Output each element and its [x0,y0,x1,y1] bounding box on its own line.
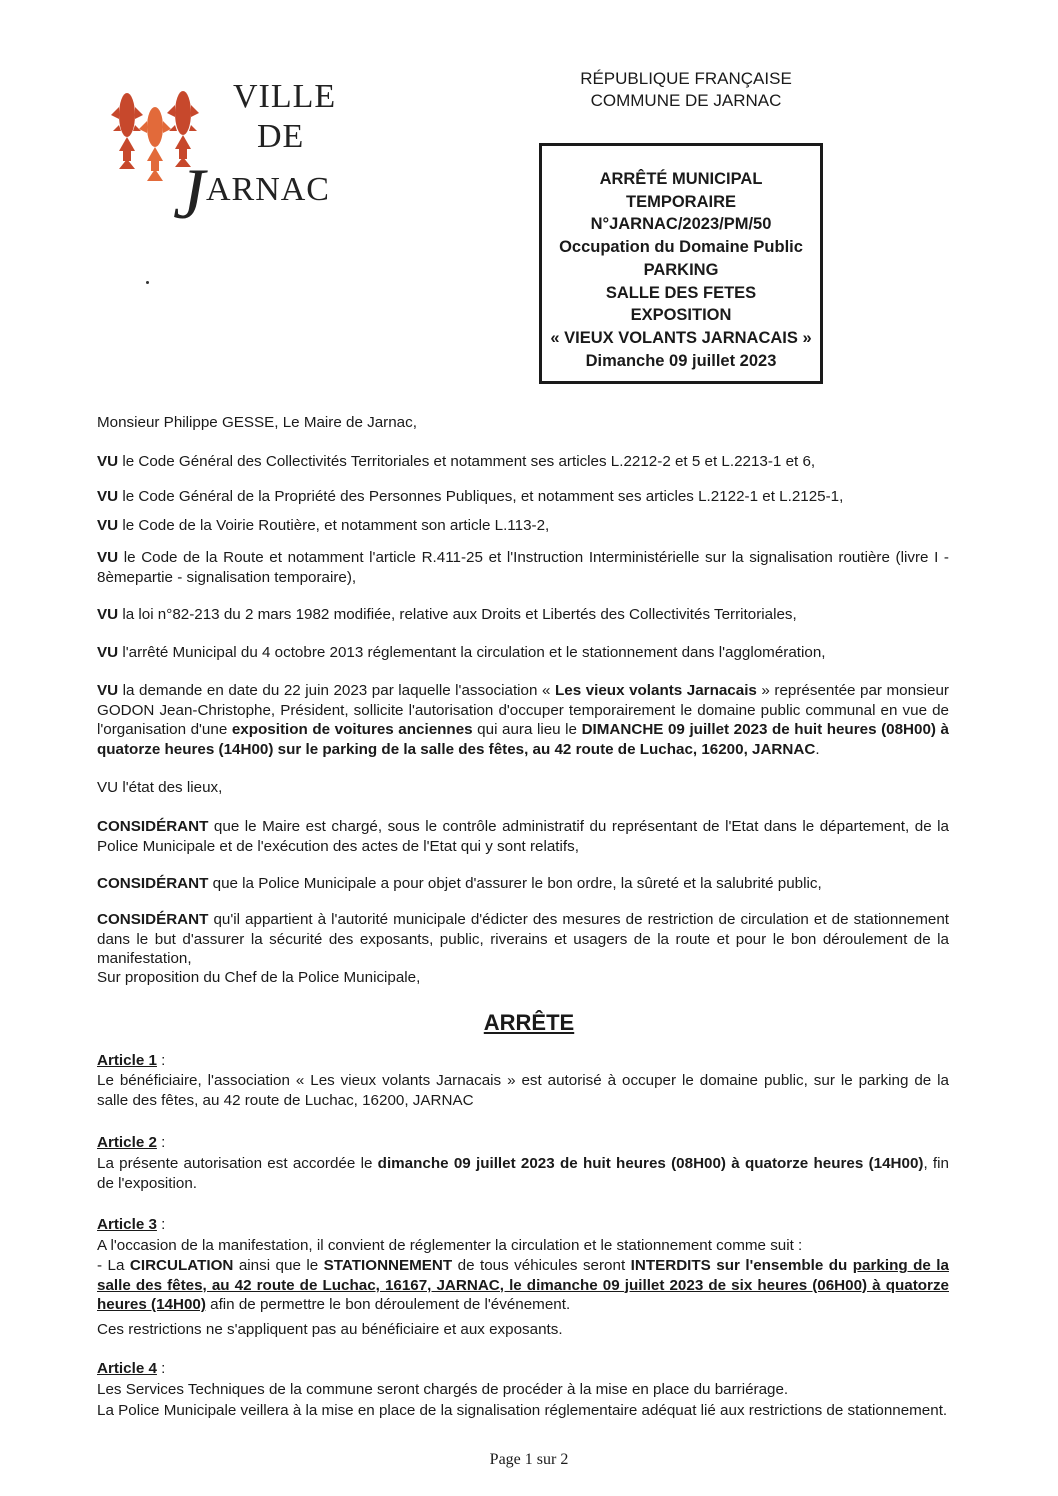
vu-label: VU [97,517,119,534]
article-label: Article 3 [97,1216,157,1233]
article-3-line: Ces restrictions ne s'appliquent pas au bénéficiaire et aux exposants. [97,1321,563,1338]
article-text: La présente autorisation est accordée le [97,1155,373,1172]
box-line: Occupation du Domaine Public [559,238,803,257]
article-label: Article 1 [97,1052,157,1069]
considerant-text: qu'il appartient à l'autorité municipale d'édicter des mesures de restriction de circulation et de stationnement dans le but d'assurer la sécurité des exposants, public, riverains et usagers de la route et pour le bon déroulement de la manifestation, [97,911,949,967]
box-line: « VIEUX VOLANTS JARNACAIS » [550,328,812,347]
event-date-location: DIMANCHE 09 juillet 2023 de huit heures (08H00) à quatorze heures (14H00) sur le parking de la salle des fêtes, au 42 route de Luchac, 16200, JARNAC [97,721,949,758]
town-logo [105,78,375,234]
considerant-label: CONSIDÉRANT [97,818,209,835]
box-line: TEMPORAIRE [625,192,736,211]
interdits-text: INTERDITS sur l'ensemble du [630,1257,848,1274]
article-3-heading [97,1215,949,1235]
republic-line: RÉPUBLIQUE FRANÇAISE [580,69,792,88]
vu-text: l'état des lieux, [122,779,223,796]
vu-text: » représentée par monsieur GODON Jean-Christophe, Président, sollicite l'autorisation d'occuper temporairement le domaine public communal en vue de l'organisation d'une [97,682,949,738]
considerant-paragraph [97,817,949,856]
article-2-text [97,1154,949,1193]
vu-text: la loi n°82-213 du 2 mars 1982 modifiée, relative aux Droits et Libertés des Collectivités Territoriales, [122,606,797,623]
vu-text: le Code Général de la Propriété des Personnes Publiques, et notamment ses articles L.2122-1 et L.2125-1, [122,488,844,505]
vu-paragraph [97,548,949,587]
colon: : [156,1134,166,1151]
box-line: N°JARNAC/2023/PM/50 [590,215,772,234]
event-name: exposition de voitures anciennes [231,721,473,738]
article-4-line: La Police Municipale veillera à la mise en place de la signalisation réglementaire adéquat lié aux restrictions de stationnement. [97,1402,948,1419]
association-name: Les vieux volants Jarnacais [554,682,757,699]
vu-text: l'arrêté Municipal du 4 octobre 2013 réglementant la circulation et le stationnement dans l'agglomération, [122,644,826,661]
vu-paragraph [97,516,949,536]
vu-text: . [815,740,820,758]
commune-line: COMMUNE DE JARNAC [590,91,782,110]
colon: : [156,1360,166,1377]
proposition-paragraph: Sur proposition du Chef de la Police Municipale, [97,969,421,986]
vu-text: le Code de la Voirie Routière, et notamment son article L.113-2, [122,517,550,534]
article-4-heading [97,1359,949,1379]
restriction-scope: parking de la salle des fêtes, au 42 route de Luchac, 16167, JARNAC, le dimanche 09 juillet 2023 de six heures (06H00) à quatorze heures (14H00) [97,1257,949,1313]
article-1-heading [97,1051,949,1071]
box-line: EXPOSITION [630,306,732,325]
logo-rest: ARNAC [205,171,330,208]
republic-header [540,68,832,112]
vu-label: VU [97,779,119,796]
article-text: ainsi que le [238,1257,319,1274]
vu-label: VU [97,549,119,566]
considerant-text: que le Maire est chargé, sous le contrôle administratif du représentant de l'Etat dans le département, de la Police Municipale et de l'exécution des actes de l'Etat qui y sont relatifs, [97,818,949,855]
article-text: afin de permettre le bon déroulement de l'événement. [210,1296,571,1313]
arrete-title-box [539,143,823,384]
article-3-restriction [97,1256,949,1315]
logo-line-ville: VILLE [233,78,337,115]
colon: : [156,1052,166,1069]
box-line: Dimanche 09 juillet 2023 [585,351,777,370]
circulation-word: CIRCULATION [129,1257,234,1274]
article-1-text: Le bénéficiaire, l'association « Les vieux volants Jarnacais » est autorisé à occuper le domaine public, sur le parking de la salle des fêtes, au 42 route de Luchac, 16200, JARNAC [97,1072,949,1109]
vu-paragraph [97,605,949,625]
arrete-heading: ARRÊTE [483,1010,575,1035]
box-line: PARKING [643,260,719,279]
article-4-line: Les Services Techniques de la commune seront chargés de procéder à la mise en place du barriérage. [97,1381,789,1398]
stationnement-word: STATIONNEMENT [323,1257,453,1274]
box-line: SALLE DES FETES [605,283,757,302]
logo-line-jarnac [173,140,330,234]
vu-label: VU [97,453,119,470]
page-number: Page 1 sur 2 [489,1451,569,1468]
vu-paragraph [97,778,949,798]
vu-paragraph [97,681,949,759]
vu-label: VU [97,644,119,661]
vu-paragraph [97,452,949,472]
vu-text: la demande en date du 22 juin 2023 par laquelle l'association « [122,682,551,699]
article-text: - La [97,1257,125,1274]
vu-label: VU [97,606,119,623]
article-label: Article 2 [97,1134,157,1151]
logo-initial: J [173,154,206,234]
vu-text: qui aura lieu le [477,721,577,738]
article-date: dimanche 09 juillet 2023 de huit heures (08H00) à quatorze heures (14H00) [377,1155,924,1172]
vu-label: VU [97,488,119,505]
considerant-text: que la Police Municipale a pour objet d'assurer le bon ordre, la sûreté et la salubrité public, [212,875,822,892]
article-text: de tous véhicules seront [457,1257,626,1274]
article-label: Article 4 [97,1360,157,1377]
vu-label: VU [97,682,119,699]
considerant-paragraph [97,910,949,969]
box-line: ARRÊTÉ MUNICIPAL [599,170,763,188]
considerant-label: CONSIDÉRANT [97,875,209,892]
vu-paragraph [97,643,949,663]
article-3-line: A l'occasion de la manifestation, il convient de réglementer la circulation et le stationnement comme suit : [97,1237,803,1254]
logo-line-de: DE [257,118,305,155]
dot-mark [146,281,149,284]
vu-text: le Code de la Route et notamment l'article R.411-25 et l'Instruction Interministérielle sur la signalisation routière (livre I - 8èmepartie - signalisation temporaire), [97,549,949,586]
vu-text: le Code Général des Collectivités Territoriales et notamment ses articles L.2212-2 et 5 et L.2213-1 et 6, [122,453,816,470]
vu-paragraph [97,487,949,507]
colon: : [156,1216,166,1233]
considerant-paragraph [97,874,949,894]
considerant-label: CONSIDÉRANT [97,911,209,928]
article-text: , fin de l'exposition. [97,1155,949,1192]
intro-paragraph: Monsieur Philippe GESSE, Le Maire de Jarnac, [97,414,417,431]
article-2-heading [97,1133,949,1153]
